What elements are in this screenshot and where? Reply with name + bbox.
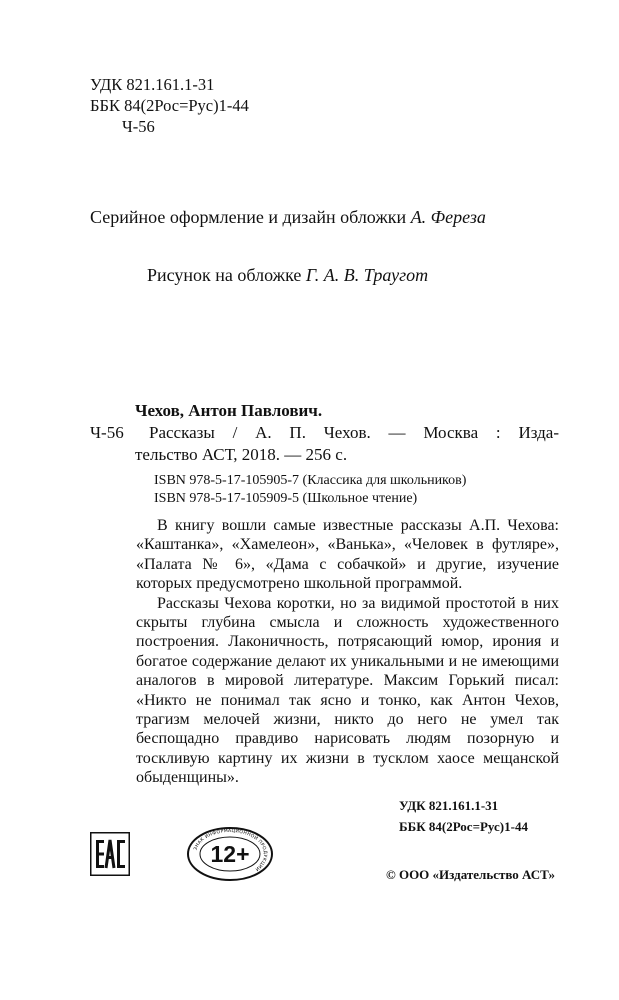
design-credit-label: Серийное оформление и дизайн обложки (90, 207, 407, 227)
bbk-code: ББК 84(2Рос=Рус)1-44 (90, 96, 249, 115)
bib-mark: Ч-56 (90, 423, 124, 442)
annotation-paragraph-1: В книгу вошли самые известные рассказы А.П. Чехова: «Каштанка», «Хамелеон», «Ванька», «Человек в футляре», «Палата № 6», «Дама с собачкой» и другие, изучение которых предусмотрено школьной программой. (136, 517, 559, 593)
age-ring-text: ЗНАК ИНФОРМАЦИОННОЙ ПРОДУКЦИИ (193, 828, 268, 872)
footer-udk: УДК 821.161.1-31 (399, 798, 499, 813)
age-rating-icon (186, 826, 274, 882)
eac-logo-icon (90, 832, 130, 876)
design-credit-name: А. Фереза (410, 207, 486, 227)
age-rating-value: 12+ (210, 841, 250, 867)
footer-bbk: ББК 84(2Рос=Рус)1-44 (399, 819, 528, 834)
author-mark: Ч-56 (122, 117, 155, 136)
isbn-2: ISBN 978-5-17-105909-5 (Школьное чтение) (154, 491, 418, 506)
isbn-1: ISBN 978-5-17-105905-7 (Классика для школьников) (154, 473, 467, 488)
cover-credit-name: Г. А. В. Траугот (305, 265, 429, 285)
annotation-paragraph-2: Рассказы Чехова коротки, но за видимой простотой в них скрыты глубина смысла и сложность художественного построения. Лаконичность, потрясающий юмор, ирония и богатое содержание делают их уникальными и не имеющими аналогов в мировой литературе. Максим Горький писал: «Никто не понимал так ясно и тонко, как Антон Чехов, трагизм мелочей жизни, никто до него не умел так беспощадно правдиво нарисовать людям позорную и тоскливую картину их жизни в тусклом хаосе мещанской обыденщины». (136, 594, 559, 787)
copyright: © ООО «Издательство АСТ» (386, 867, 556, 882)
annotation (136, 516, 559, 788)
age-rating-badge (186, 826, 274, 882)
cover-credit-label: Рисунок на обложке (147, 265, 302, 285)
bib-title-line2: тельство АСТ, 2018. — 256 с. (135, 445, 348, 464)
udk-code: УДК 821.161.1-31 (90, 75, 215, 94)
bib-title-line1: Рассказы / А. П. Чехов. — Москва : Изда- (149, 423, 559, 442)
cover-credit (147, 265, 428, 286)
bib-author: Чехов, Антон Павлович. (135, 401, 323, 420)
eac-mark (90, 832, 130, 876)
design-credit (90, 207, 486, 228)
